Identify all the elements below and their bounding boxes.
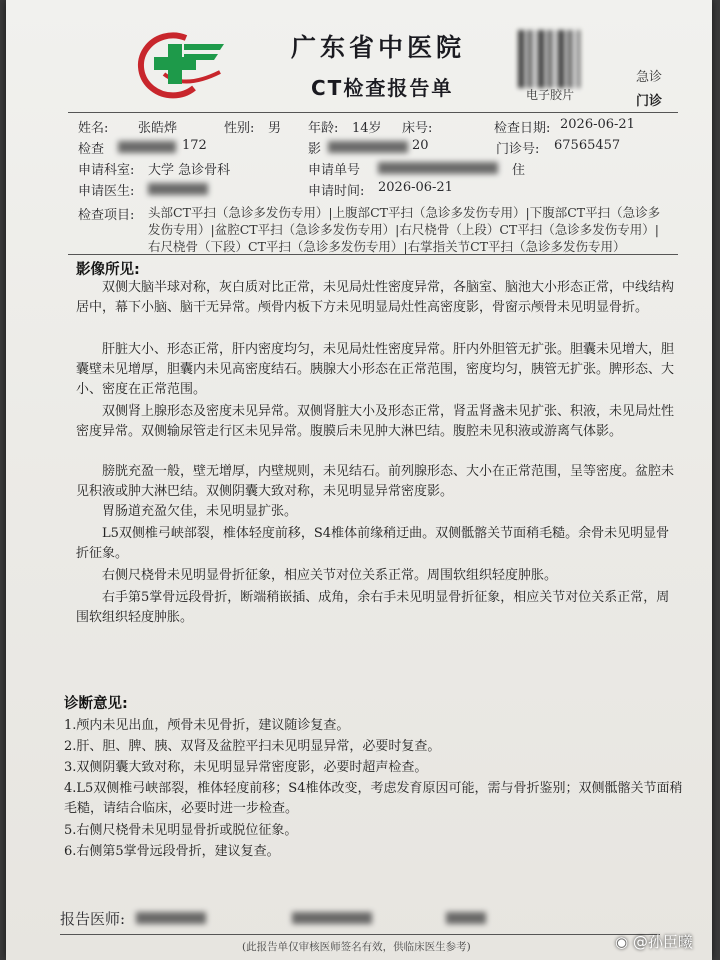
conclusion-item: 3.双侧阴囊大致对称，未见明显异常密度影，必要时超声检查。	[64, 760, 428, 775]
conclusion-item: 6.右侧第5掌骨远段骨折，建议复查。	[64, 844, 280, 859]
finding-pelvis: 膀胱充盈一般，壁无增厚，内壁规则，未见结石。前列腺形态、大小在正常范围，呈等密度。盆腔未见积液或肿大淋巴结。双侧阴囊大致对称，未见明显异常密度影。	[76, 464, 675, 499]
signature-redacted	[292, 912, 372, 924]
clinic-tag: 门诊	[636, 94, 663, 109]
patient-name: 张皓烨	[138, 121, 178, 136]
findings-title: 影像所见:	[76, 262, 140, 278]
finding-spine: L5双侧椎弓峡部裂，椎体轻度前移，S4椎体前缘稍迂曲。双侧骶髂关节面稍毛糙。余骨未见明显骨折征象。	[76, 526, 670, 561]
dept-value: 大学 急诊骨科	[148, 163, 231, 178]
finding-liver: 肝脏大小、形态正常，肝内密度均匀，未见局灶性密度异常。肝内外胆管无扩张。胆囊未见增大，胆囊壁未见增厚，胆囊内未见高密度结石。胰腺大小形态在正常范围，密度均匀，胰管无扩张。脾形态、大小、密度在正常范围。	[76, 342, 675, 397]
exam-no-label: 检查	[78, 142, 105, 157]
redaction	[328, 141, 408, 153]
bed-label: 床号:	[402, 121, 433, 136]
document-title: CT检查报告单	[311, 76, 454, 100]
conclusion-title: 诊断意见:	[64, 696, 128, 712]
hospital-name: 广东省中医院	[291, 33, 466, 62]
clinic-no-label: 门诊号:	[496, 142, 540, 157]
req-time-label: 申请时间:	[308, 184, 365, 199]
redaction	[378, 162, 498, 174]
patient-sex: 男	[268, 121, 282, 136]
divider	[60, 934, 660, 935]
weibo-icon: ◉ @	[615, 933, 648, 951]
sex-label: 性别:	[224, 121, 255, 136]
finding-brain: 双侧大脑半球对称，灰白质对比正常，未见局灶性密度异常，各脑室、脑池大小形态正常，中线结构居中，幕下小脑、脑干无异常。颅骨内板下方未见明显局灶性高密度影，骨窗示颅骨未见明显骨折。	[76, 280, 675, 315]
name-label: 姓名:	[78, 121, 109, 136]
divider	[68, 254, 678, 255]
exam-date: 2026-06-21	[560, 117, 635, 132]
finding-hand: 右手第5掌骨远段骨折，断端稍嵌插、成角，余右手未见明显骨折征象，相应关节对位关系正常，周围软组织轻度肿胀。	[76, 590, 670, 625]
patient-age: 14岁	[352, 121, 382, 136]
conclusion-item: 5.右侧尺桡骨未见明显骨折或脱位征象。	[64, 823, 298, 838]
footer-note: (此报告单仅审核医师签名有效，供临床医生参考)	[242, 941, 471, 953]
dept-label: 申请科室:	[78, 163, 135, 178]
watermark-text: 孙臣曦	[647, 933, 693, 951]
finding-gi: 胃肠道充盈欠佳，未见明显扩张。	[102, 504, 298, 519]
conclusion-item: 2.肝、胆、脾、胰、双肾及盆腔平扫未见明显异常，必要时复查。	[64, 739, 441, 754]
age-label: 年龄:	[308, 121, 339, 136]
qr-code-redacted	[518, 30, 580, 88]
req-time: 2026-06-21	[378, 180, 453, 195]
hospital-logo-icon	[124, 30, 234, 100]
redaction	[148, 183, 208, 195]
signature-label: 报告医师:	[60, 910, 126, 928]
finding-kidney: 双侧肾上腺形态及密度未见异常。双侧肾脏大小及形态正常，肾盂肾盏未见扩张、积液，未见局灶性密度异常。双侧输尿管走行区未见异常。腹膜后未见肿大淋巴结。腹腔未见积液或游离气体影。	[76, 404, 675, 439]
finding-forearm: 右侧尺桡骨未见明显骨折征象，相应关节对位关系正常。周围软组织轻度肿胀。	[102, 568, 558, 583]
divider	[68, 112, 678, 113]
req-no-suffix: 住	[512, 163, 526, 178]
e-film-label: 电子胶片	[526, 88, 575, 102]
signature-redacted	[136, 912, 206, 924]
exam-no: 172	[182, 138, 207, 153]
signature-redacted	[446, 912, 486, 924]
watermark	[615, 931, 693, 952]
date-label: 检查日期:	[494, 121, 551, 136]
doctor-label: 申请医生:	[78, 184, 135, 199]
clinic-no: 67565457	[554, 138, 621, 153]
report-paper	[6, 0, 712, 960]
emergency-tag: 急诊	[636, 70, 663, 85]
req-no-label: 申请单号	[308, 163, 361, 178]
exam-items-text: 头部CT平扫（急诊多发伤专用）|上腹部CT平扫（急诊多发伤专用）|下腹部CT平扫（急诊多发伤专用）|盆腔CT平扫（急诊多发伤专用）|右尺桡骨（上段）CT平扫（急诊多发伤专用）|右尺桡骨（下段）CT平扫（急诊多发伤专用）|右掌指关节CT平扫（急诊多发伤专用）	[148, 205, 661, 254]
conclusion-item: 1.颅内未见出血，颅骨未见骨折，建议随诊复查。	[64, 718, 350, 733]
conclusion-item: 4.L5双侧椎弓峡部裂，椎体轻度前移；S4椎体改变，考虑发育原因可能，需与骨折鉴别；双侧骶髂关节面稍毛糙，请结合临床，必要时进一步检查。	[64, 781, 683, 816]
image-no-label: 影	[308, 142, 322, 157]
exam-items-label: 检查项目:	[78, 208, 135, 223]
image-no: 20	[412, 138, 429, 153]
redaction	[118, 141, 176, 153]
